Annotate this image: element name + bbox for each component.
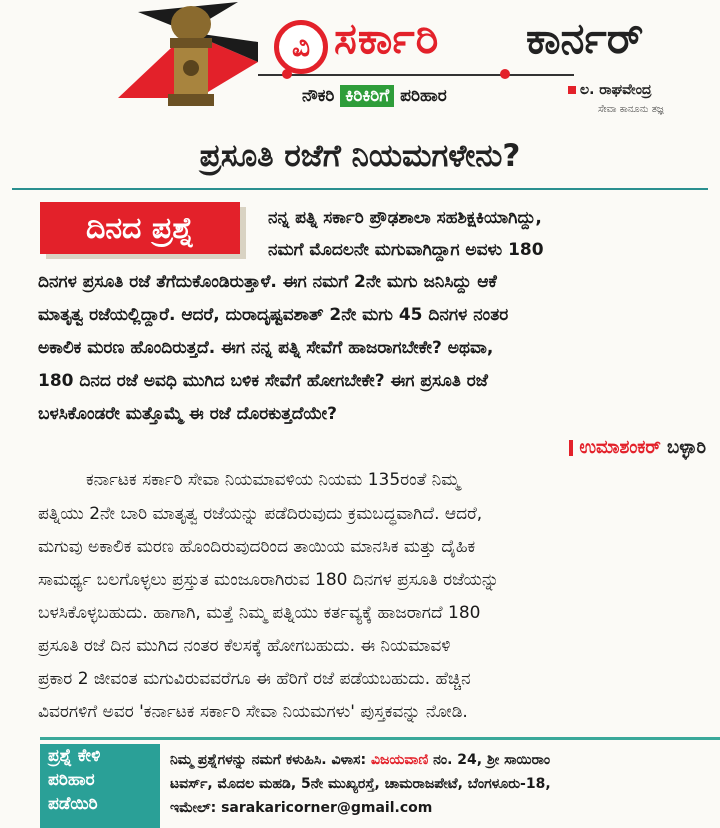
- footer-address-line: [170, 752, 550, 768]
- footer-prefix: ನಿಮ್ಮ ಪ್ರಶ್ನೆಗಳನ್ನು ನಮಗೆ ಕಳುಹಿಸಿ. ವಿಳಾಸ:: [170, 752, 367, 768]
- question-line: ಬಳಸಿಕೊಂಡರೇ ಮತ್ತೊಮ್ಮೆ ಈ ರಜೆ ದೊರಕುತ್ತದೆಯೇ?: [38, 404, 338, 424]
- masthead: [0, 0, 720, 128]
- answer-line: ಪ್ರಕಾರ 2 ಜೀವಂತ ಮಗುವಿರುವವರೆಗೂ ಈ ಹೆರಿಗೆ ರಜೆ ಪಡೆಯಬಹುದು. ಹೆಚ್ಚಿನ: [38, 669, 471, 689]
- answer-line: ಮಗುವು ಅಕಾಲಿಕ ಮರಣ ಹೊಂದಿರುವುದರಿಂದ ತಾಯಿಯ ಮಾನಸಿಕ ಮತ್ತು ದೈಹಿಕ: [38, 537, 476, 557]
- answer-line: ವಿವರಗಳಿಗೆ ಅವರ 'ಕರ್ನಾಟಕ ಸರ್ಕಾರಿ ಸೇವಾ ನಿಯಮಗಳು' ಪುಸ್ತಕವನ್ನು ನೋಡಿ.: [38, 702, 468, 722]
- brand-vi-logo: [274, 20, 328, 74]
- footer-email[interactable]: ಇಮೇಲ್: sarakaricorner@gmail.com: [170, 800, 433, 816]
- footer-box-line: ಪ್ರಶ್ನೆ ಕೇಳಿ: [48, 746, 101, 766]
- question-badge: ದಿನದ ಪ್ರಶ್ನೆ: [40, 202, 240, 254]
- brand-vi-text: ವಿ: [291, 30, 311, 63]
- question-signature: [569, 437, 706, 458]
- footer-suffix: ನಂ. 24, ಶ್ರೀ ಸಾಯಿರಾಂ: [433, 752, 551, 768]
- question-line: ಮಾತೃತ್ವ ರಜೆಯಲ್ಲಿದ್ದಾರೆ. ಆದರೆ, ದುರಾದೃಷ್ಟವಶಾತ್ 2ನೇ ಮಗು 45 ದಿನಗಳ ನಂತರ: [38, 305, 509, 325]
- answer-line: ಪ್ರಸೂತಿ ರಜೆ ದಿನ ಮುಗಿದ ನಂತರ ಕೆಲಸಕ್ಕೆ ಹೋಗಬಹುದು. ಈ ನಿಯಮಾವಳಿ: [38, 636, 451, 656]
- tagline-highlight: ಕಿರಿಕಿರಿಗೆ: [340, 85, 394, 107]
- author-name: [568, 82, 652, 98]
- author-role: ಸೇವಾ ಕಾನೂನು ತಜ್ಞ: [598, 104, 664, 115]
- footer-brand: ವಿಜಯವಾಣಿ: [370, 752, 429, 768]
- national-emblem-icon: [160, 2, 222, 114]
- brand-title-red: ಸರ್ಕಾರಿ: [334, 14, 440, 64]
- signature-bar: [569, 440, 573, 456]
- divider-dot: [282, 69, 292, 79]
- question-line: ದಿನಗಳ ಪ್ರಸೂತಿ ರಜೆ ತೆಗೆದುಕೊಂಡಿರುತ್ತಾಳೆ. ಈಗ ನಮಗೆ 2ನೇ ಮಗು ಜನಿಸಿದ್ದು ಆಕೆ: [38, 272, 497, 292]
- answer-line: ಬಳಸಿಕೊಳ್ಳಬಹುದು. ಹಾಗಾಗಿ, ಮತ್ತೆ ನಿಮ್ಮ ಪತ್ನಿಯು ಕರ್ತವ್ಯಕ್ಕೆ ಹಾಜರಾಗದೆ 180: [38, 603, 481, 623]
- author-name-text: ಲ. ರಾಘವೇಂದ್ರ: [580, 82, 652, 98]
- question-line: 180 ದಿನದ ರಜೆ ಅವಧಿ ಮುಗಿದ ಬಳಿಕ ಸೇವೆಗೆ ಹೋಗಬೇಕೇ? ಈಗ ಪ್ರಸೂತಿ ರಜೆ: [38, 371, 488, 391]
- asker-name: ಉಮಾಶಂಕರ್: [579, 437, 661, 458]
- footer-box-line: ಪಡೆಯಿರಿ: [48, 794, 98, 814]
- answer-line: ಕರ್ನಾಟಕ ಸರ್ಕಾರಿ ಸೇವಾ ನಿಯಮಾವಳಿಯ ನಿಯಮ 135ರಂತೆ ನಿಮ್ಮ: [86, 470, 460, 490]
- answer-line: ಸಾಮರ್ಥ್ಯ ಬಲಗೊಳ್ಳಲು ಪ್ರಸ್ತುತ ಮಂಜೂರಾಗಿರುವ 180 ದಿನಗಳ ಪ್ರಸೂತಿ ರಜೆಯನ್ನು: [38, 570, 499, 590]
- footer-ask-box: [40, 744, 160, 828]
- masthead-tagline: [302, 82, 447, 110]
- article-headline: ಪ್ರಸೂತಿ ರಜೆಗೆ ನಿಯಮಗಳೇನು?: [199, 138, 521, 174]
- question-line: ನಮಗೆ ಮೊದಲನೇ ಮಗುವಾಗಿದ್ದಾಗ ಅವಳು 180: [268, 240, 544, 260]
- question-line: ಅಕಾಲಿಕ ಮರಣ ಹೊಂದಿರುತ್ತದೆ. ಈಗ ನನ್ನ ಪತ್ನಿ ಸೇವೆಗೆ ಹಾಜರಾಗಬೇಕೇ? ಅಥವಾ,: [38, 338, 494, 358]
- divider-dot: [500, 69, 510, 79]
- masthead-divider: [258, 74, 574, 76]
- headline-rule: [12, 188, 708, 190]
- tagline-left: ನೌಕರಿ: [302, 86, 335, 106]
- brand-title-dark: ಕಾರ್ನರ್: [526, 14, 644, 64]
- footer-address-line: ಟವರ್ಸ್, ಮೊದಲ ಮಹಡಿ, 5ನೇ ಮುಖ್ಯರಸ್ತೆ, ಚಾಮರಾಜಪೇಟೆ, ಬೆಂಗಳೂರು-18,: [170, 776, 551, 792]
- footer-box-line: ಪರಿಹಾರ: [48, 770, 95, 790]
- answer-line: ಪತ್ನಿಯು 2ನೇ ಬಾರಿ ಮಾತೃತ್ವ ರಜೆಯನ್ನು ಪಡೆದಿರುವುದು ಕ್ರಮಬದ್ಧವಾಗಿದೆ. ಆದರೆ,: [38, 504, 483, 524]
- author-marker: [568, 86, 576, 94]
- footer-rule: [40, 737, 720, 740]
- asker-place: ಬಳ್ಳಾರಿ: [667, 437, 706, 458]
- tagline-right: ಪರಿಹಾರ: [400, 86, 447, 106]
- question-line: ನನ್ನ ಪತ್ನಿ ಸರ್ಕಾರಿ ಪ್ರೌಢಶಾಲಾ ಸಹಶಿಕ್ಷಕಿಯಾಗಿದ್ದು,: [268, 208, 542, 228]
